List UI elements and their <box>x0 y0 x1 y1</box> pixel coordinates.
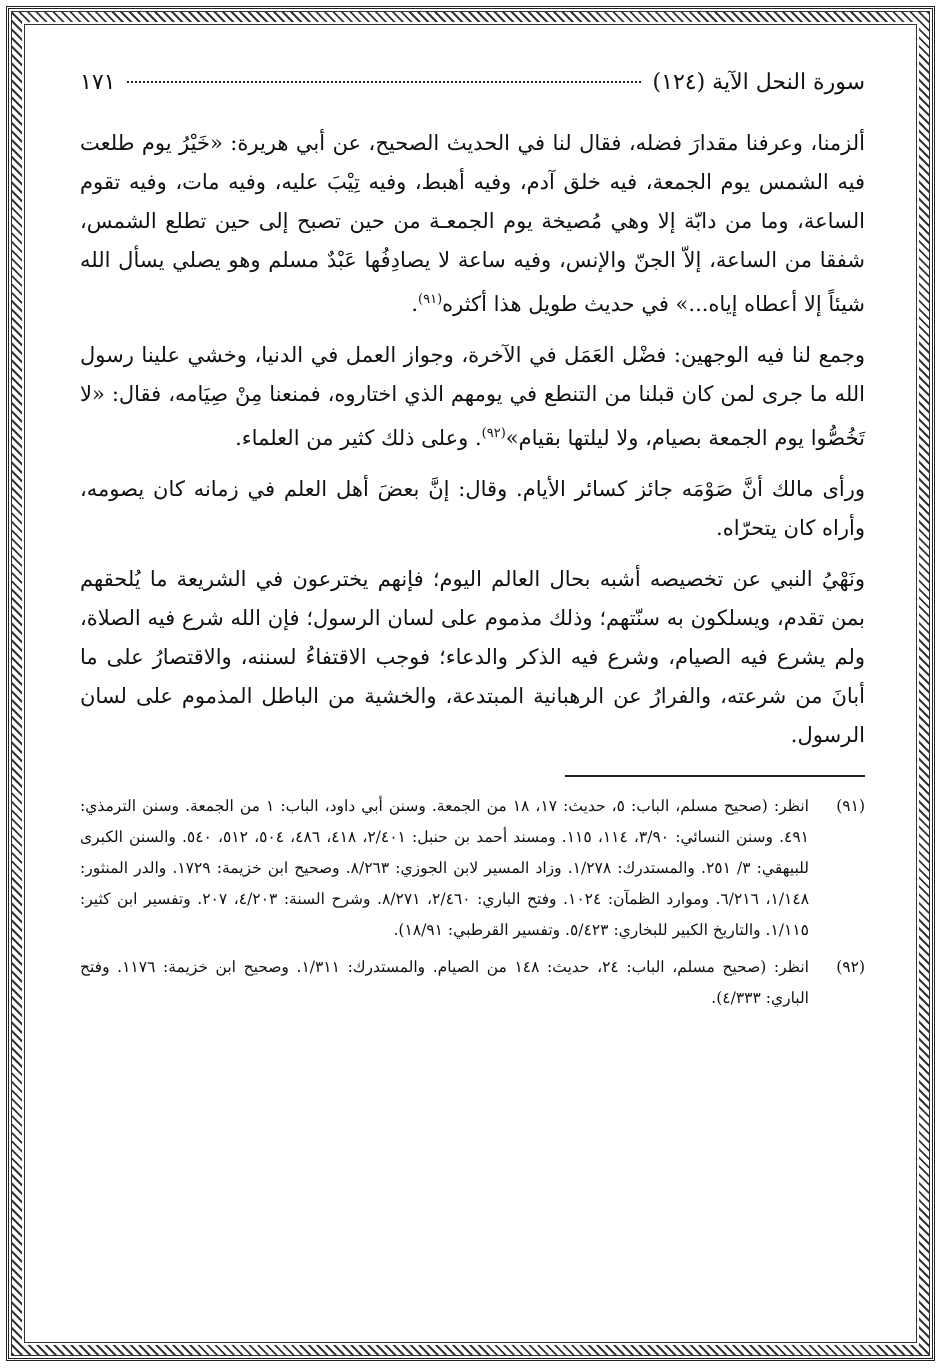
footnote-ref[interactable]: (٩١) <box>418 292 443 307</box>
paragraph-1 <box>80 124 865 324</box>
footnote-92 <box>80 952 865 1014</box>
paragraph-3 <box>80 470 865 548</box>
footnote-number: (٩١) <box>836 797 865 815</box>
paragraph-4 <box>80 560 865 755</box>
page-number: ١٧١ <box>80 70 116 95</box>
paragraph-text: ورأى مالك أنَّ صَوْمَه جائز كسائر الأيام. وقال: إنَّ بعضَ أهل العلم في زمانه كان يصومه، وأراه كان يتحرّاه. <box>80 477 865 540</box>
header-title: سورة النحل الآية (١٢٤) <box>652 70 865 95</box>
paragraph-text: وجمع لنا فيه الوجهين: فضْل العَمَل في الآخرة، وجواز العمل في الدنيا، وخشي علينا رسول الله ما جرى لمن كان قبلنا من التنطع في يومهم الذي اختاروه، فمنعنا مِنْ صِيَامه، فقال: «لا تَخُصُّوا يوم الجمعة بصيام، ولا ليلتها بقيام» <box>80 343 865 450</box>
paragraph-text: ألزمنا، وعرفنا مقدارَ فضله، فقال لنا في الحديث الصحيح، عن أبي هريرة: «خَيْرُ يوم طلعت فيه الشمس يوم الجمعة، فيه خلق آدم، وفيه أهبط، وفيه تِيْبَ عليه، وفيه مات، وفيه تقوم الساعة، وما من دابّة إلا وهي مُصيخة يوم الجمعـة من حين تصبح إلى حين تطلع الشمس، شفقا من الساعة، إلاّ الجنّ والإنس، وفيه ساعة لا يصادِفُها عَبْدٌ مسلم وهو يصلي يسأل الله شيئاً إلا أعطاه إياه...» في حديث طويل هذا أكثره <box>80 131 865 316</box>
paragraph-2 <box>80 336 865 458</box>
running-header <box>80 70 865 110</box>
footnote-number: (٩٢) <box>836 958 865 976</box>
header-leader-dots <box>127 81 640 83</box>
footnote-91 <box>80 791 865 946</box>
footnote-separator <box>565 775 865 777</box>
page-content <box>80 70 865 1020</box>
paragraph-text: ونَهْيُ النبي عن تخصيصه أشبه بحال العالم اليوم؛ فإنهم يخترعون في الشريعة ما يُلحقهم بمن تقدم، ويسلكون به سنّتهم؛ وذلك مذموم على لسان الرسول؛ فإن الله شرع فيه الصلاة، ولم يشرع فيه الصيام، وشرع فيه الذكر والدعاء؛ فوجب الاقتفاءُ لسننه، والاقتصارُ على ما أبانَ من شرعته، والفرارُ عن الرهبانية المبتدعة، والخشية من الباطل المذموم على لسان الرسول. <box>80 567 865 747</box>
paragraph-tail: . <box>411 292 419 316</box>
footnote-ref[interactable]: (٩٢) <box>481 426 506 441</box>
footnote-text: انظر: (صحيح مسلم، الباب: ٥، حديث: ١٧، ١٨ من الجمعة. وسنن أبي داود، الباب: ١ من الجمعة. وسنن الترمذي: ٤٩١. وسنن النسائي: ٣/٩٠، ١١٤، ١١٥. ومسند أحمد بن حنبل: ٢/٤٠١، ٤١٨، ٤٨٦، ٥٠٤، ٥١٢، ٥٤٠. والسنن الكبرى للبيهقي: ٣/ ٢٥١. والمستدرك: ١/٢٧٨. وزاد المسير لابن الجوزي: ٨/٢٦٣. وصحيح ابن خزيمة: ١٧٢٩. والدر المنثور: ١/١٤٨، ٦/٢١٦. وموارد الظمآن: ١٠٢٤. وفتح الباري: ٢/٤٦٠، ٨/٢٧١. وشرح السنة: ٤/٢٠٣، ٢٠٧. وتفسير ابن كثير: ١/١١٥. والتاريخ الكبير للبخاري: ٥/٤٢٣. وتفسير القرطبي: ١٨/٩١). <box>80 797 810 939</box>
paragraph-tail: . وعلى ذلك كثير من العلماء. <box>235 426 482 450</box>
footnote-text: انظر: (صحيح مسلم، الباب: ٢٤، حديث: ١٤٨ من الصيام. والمستدرك: ١/٣١١. وصحيح ابن خزيمة: ١١٧٦. وفتح الباري: ٤/٣٣٣). <box>80 958 809 1007</box>
